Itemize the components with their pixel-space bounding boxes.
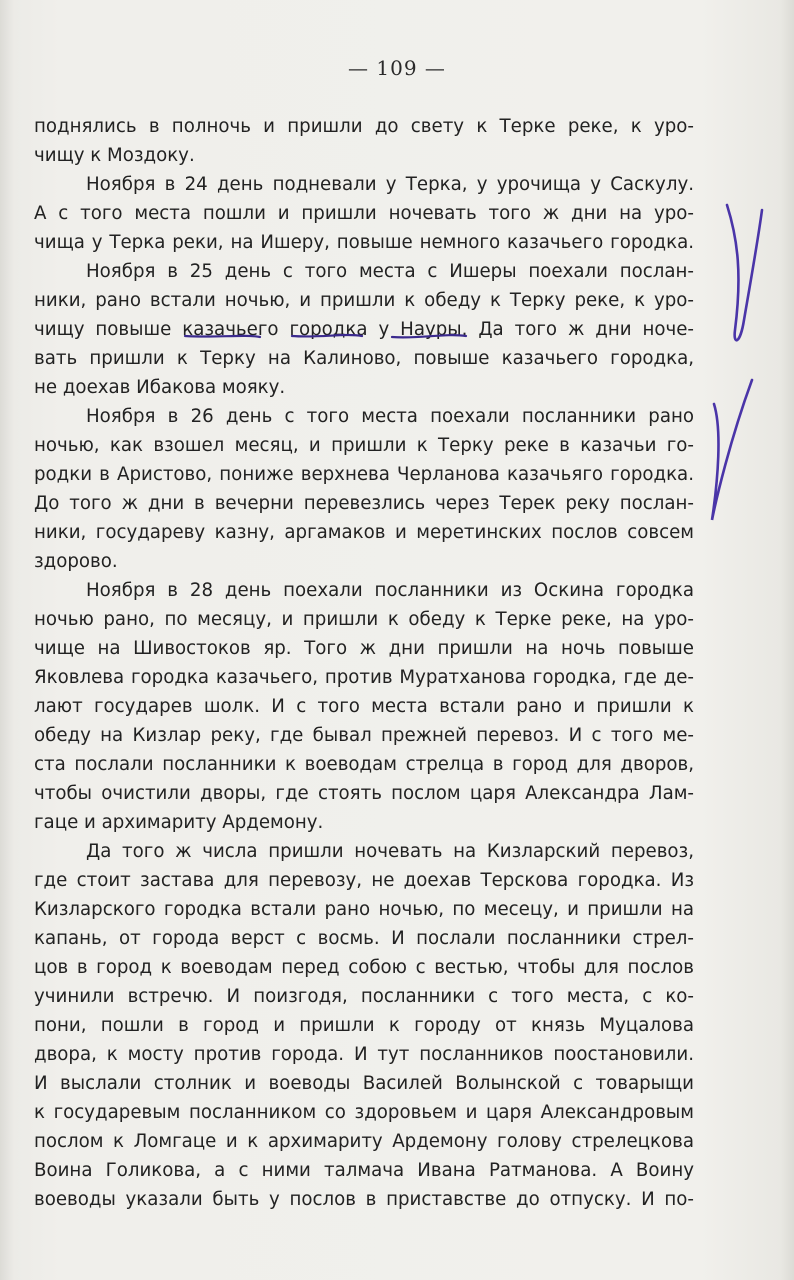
- text-line: чищу повыше казачьего городка у Науры. Да того ж дни ноче-: [34, 319, 694, 340]
- text-line: двора, к мосту против города. И тут посланников поостановили.: [34, 1044, 694, 1065]
- paragraph-5: [34, 576, 694, 837]
- text-line: обеду на Кизлар реку, где бывал прежней перевоз. И с того ме-: [34, 725, 694, 746]
- text-line: ста послали посланники к воеводам стрелца в город для дворов,: [34, 754, 694, 775]
- paragraph-6: [34, 837, 694, 1214]
- text-line: вать пришли к Терку на Калиново, повыше казачьего городка,: [34, 348, 694, 369]
- paragraph-4: [34, 402, 694, 576]
- page-number: — 109 —: [348, 56, 446, 80]
- text-line: где стоит застава для перевозу, не доехав Терскова городка. Из: [34, 870, 694, 891]
- text-line: чище на Шивостоков яр. Того ж дни пришли на ночь повыше: [34, 638, 694, 659]
- text-line: здорово.: [34, 551, 118, 572]
- text-line: не доехав Ибакова мояку.: [34, 377, 286, 398]
- paragraph-2: [34, 170, 694, 257]
- text-line: Ноября в 28 день поехали посланники из Оскина городка: [86, 580, 694, 601]
- text-line: До того ж дни в вечерни перевезлись через Терек реку послан-: [34, 493, 694, 514]
- text-line: Ноября в 24 день подневали у Терка, у урочища у Саскулу.: [86, 174, 694, 195]
- text-line: к государевым посланником со здоровьем и царя Александровым: [34, 1102, 694, 1123]
- text-line: воеводы указали быть у послов в приставстве до отпуску. И по-: [34, 1189, 694, 1210]
- text-line: Ноября в 26 день с того места поехали посланники рано: [86, 406, 694, 427]
- text-line: лают государев шолк. И с того места встали рано и пришли к: [34, 696, 694, 717]
- text-line: ночью рано, по месяцу, и пришли к обеду к Терке реке, на уро-: [34, 609, 694, 630]
- text-line: родки в Аристово, пониже верхнева Черланова казачьяго городка.: [34, 464, 694, 485]
- text-line: Воина Голикова, а с ними талмача Ивана Ратманова. А Воину: [34, 1160, 694, 1181]
- paragraph-3: [34, 257, 694, 402]
- text-line: Да того ж числа пришли ночевать на Кизларский перевоз,: [86, 841, 694, 862]
- text-line: пони, пошли в город и пришли к городу от князь Муцалова: [34, 1015, 694, 1036]
- text-line: поднялись в полночь и пришли до свету к Терке реке, к уро-: [34, 116, 694, 137]
- text-line: ники, государеву казну, аргамаков и меретинских послов совсем: [34, 522, 694, 543]
- text-line: послом к Ломгаце и к архимариту Ардемону голову стрелецкова: [34, 1131, 694, 1152]
- margin-check-mark: [727, 205, 762, 340]
- text-line: чища у Терка реки, на Ишеру, повыше немного казачьего городка.: [34, 232, 694, 253]
- text-line: Ноября в 25 день с того места с Ишеры поехали послан-: [86, 261, 694, 282]
- text-line: чтобы очистили дворы, где стоять послом царя Александра Лам-: [34, 783, 694, 804]
- text-line: учинили встречю. И поизгодя, посланники с того места, с ко-: [34, 986, 694, 1007]
- text-line: чищу к Моздоку.: [34, 145, 195, 166]
- text-line: Кизларского городка встали рано ночью, по месецу, и пришли на: [34, 899, 694, 920]
- body-text: [34, 112, 694, 1214]
- text-line: ники, рано встали ночью, и пришли к обеду к Терку реке, к уро-: [34, 290, 694, 311]
- margin-check-mark: [712, 380, 752, 520]
- text-line: И выслали столник и воеводы Василей Волынской с товарыщи: [34, 1073, 694, 1094]
- text-line: Яковлева городка казачьего, против Муратханова городка, где де-: [34, 667, 694, 688]
- text-line: гаце и архимариту Ардемону.: [34, 812, 324, 833]
- text-line: ночью, как взошел месяц, и пришли к Терку реке в казачьи го-: [34, 435, 694, 456]
- text-line: капань, от города верст с восмь. И послали посланники стрел-: [34, 928, 694, 949]
- paragraph-1: [34, 112, 694, 170]
- text-line: А с того места пошли и пришли ночевать того ж дни на уро-: [34, 203, 694, 224]
- text-line: цов в город к воеводам перед собою с вестью, чтобы для послов: [34, 957, 694, 978]
